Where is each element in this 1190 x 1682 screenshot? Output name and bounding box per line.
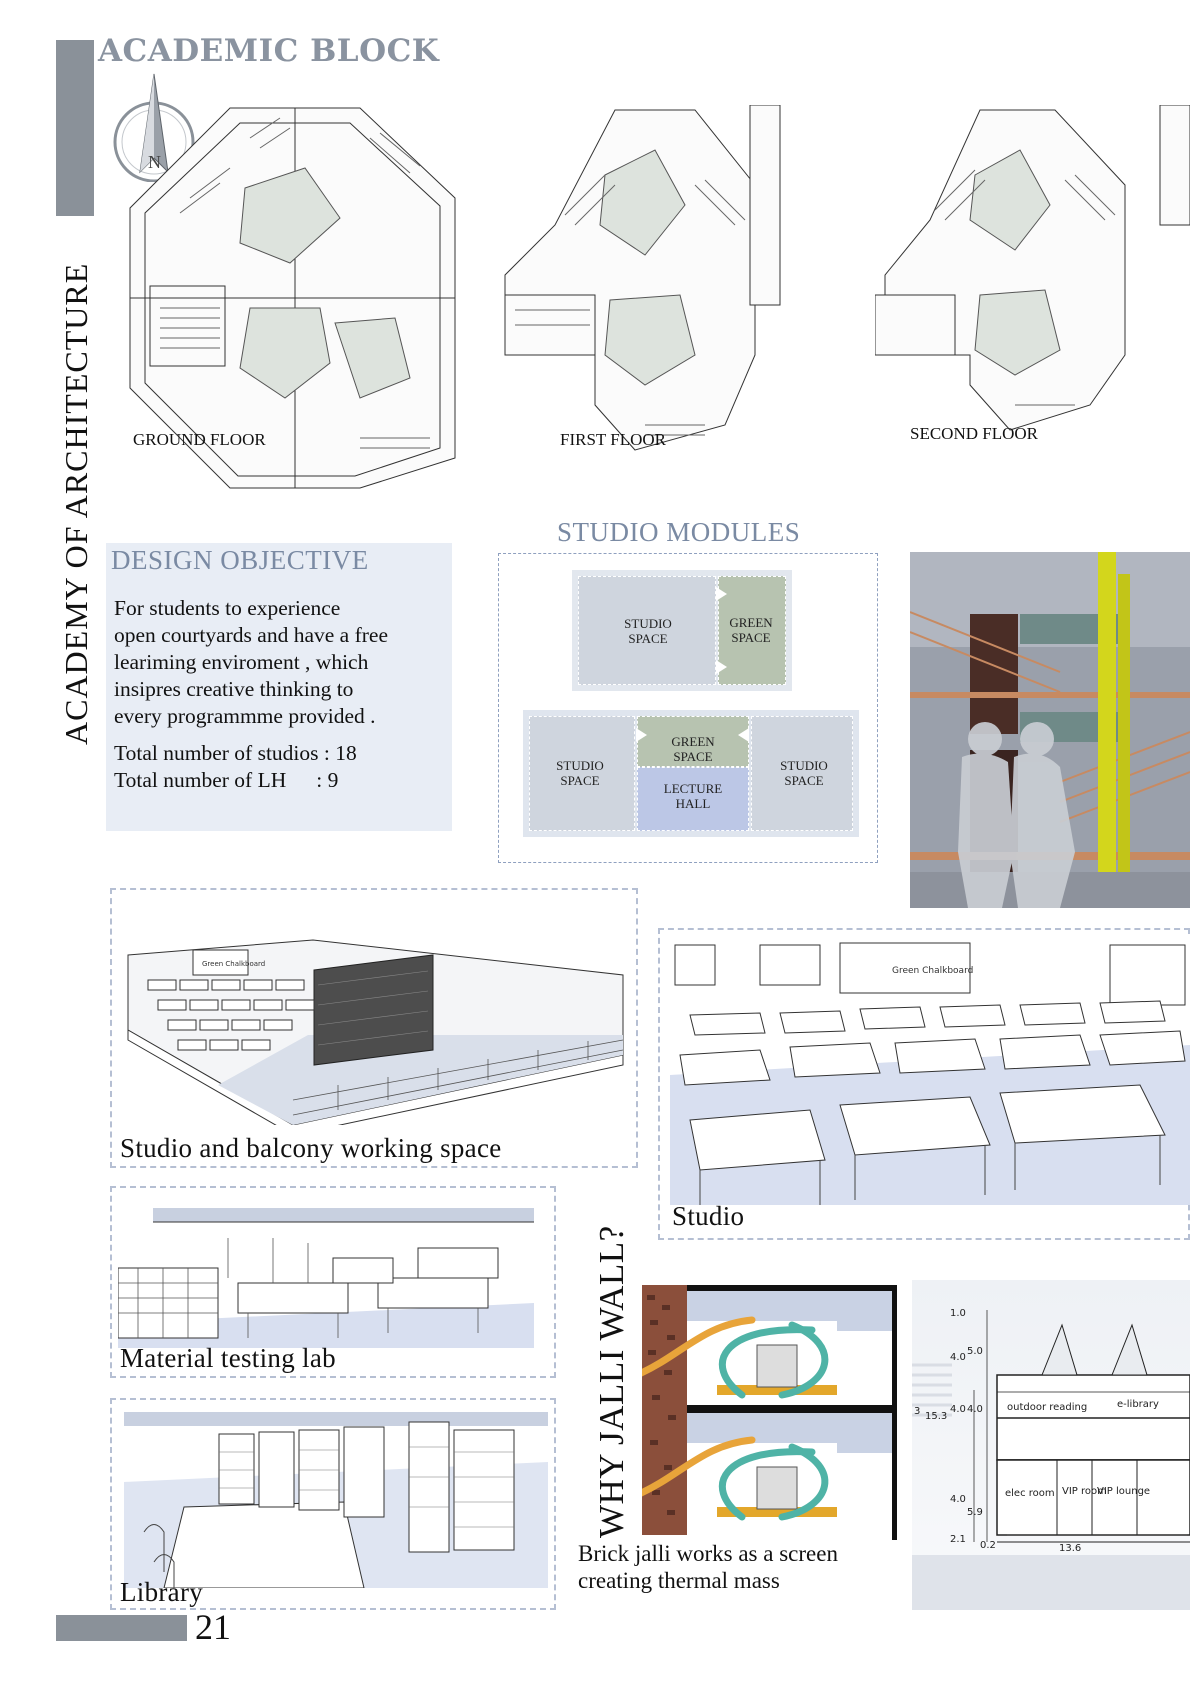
label-line: LECTURE: [663, 781, 723, 796]
objective-line: open courtyards and have a free: [114, 623, 388, 647]
label-line: SPACE: [628, 631, 668, 646]
design-objective-text: [114, 595, 388, 794]
compass-letter: N: [148, 152, 161, 172]
chalkboard-text: Green Chalkboard: [892, 966, 974, 976]
section-room-label: VIP room: [1062, 1486, 1107, 1497]
lab-sketch: [118, 1208, 534, 1348]
library-sketch: [124, 1412, 548, 1588]
ground-floor-label: GROUND FLOOR: [133, 430, 266, 449]
bottom-lecture-label: [640, 781, 746, 811]
lh-count-value: : 9: [316, 768, 339, 792]
header-accent-bar: [56, 40, 94, 216]
page-title: ACADEMIC BLOCK: [98, 33, 440, 69]
atrium-render: [910, 552, 1190, 908]
arrow-icon: [636, 728, 647, 742]
dim-label: 13.6: [1059, 1543, 1082, 1554]
page-number: 21: [195, 1607, 231, 1647]
arrow-icon: [738, 728, 749, 742]
dim-label: 1.0: [950, 1308, 966, 1319]
top-studio-label: [598, 616, 698, 646]
section-room-label: e-library: [1117, 1399, 1159, 1410]
lh-count-label: Total number of LH: [114, 768, 287, 792]
dim-label: 0.2: [980, 1540, 996, 1551]
dim-label: 4.0: [967, 1404, 983, 1415]
dim-label: 5.0: [967, 1346, 983, 1357]
building-section: [912, 1280, 1190, 1610]
label-line: SPACE: [560, 773, 600, 788]
label-line: STUDIO: [780, 758, 828, 773]
label-line: HALL: [675, 796, 711, 811]
label-line: STUDIO: [556, 758, 604, 773]
jalli-caption-line: Brick jalli works as a screen: [578, 1541, 838, 1566]
label-line: SPACE: [673, 749, 713, 764]
chalkboard-text: Green Chalkboard: [202, 960, 266, 968]
bottom-green-label: [640, 734, 746, 764]
lh-count: [114, 767, 388, 794]
arrow-icon: [716, 587, 727, 601]
studio-caption: Studio: [672, 1201, 745, 1231]
studio-modules-heading: STUDIO MODULES: [557, 517, 801, 547]
label-line: STUDIO: [624, 616, 672, 631]
studio-balcony-caption: Studio and balcony working space: [120, 1133, 502, 1163]
label-line: GREEN: [671, 734, 715, 749]
dim-label: 4.0: [950, 1494, 966, 1505]
label-line: SPACE: [731, 630, 771, 645]
design-objective-heading: DESIGN OBJECTIVE: [111, 545, 369, 575]
jalli-section-drawing: [642, 1245, 897, 1545]
label-line: SPACE: [784, 773, 824, 788]
arrow-icon: [716, 660, 727, 674]
second-floor-plan: [875, 105, 1190, 450]
objective-line: insipres creative thinking to: [114, 677, 354, 701]
library-caption: Library: [120, 1577, 204, 1607]
jalli-question: WHY JALLI WALL?: [592, 1225, 631, 1538]
vertical-title: ACADEMY OF ARCHITECTURE: [58, 262, 94, 745]
objective-line: For students to experience: [114, 596, 341, 620]
bottom-studio-left-label: [530, 758, 630, 788]
studio-count: Total number of studios : 18: [114, 741, 357, 765]
objective-line: every programmme provided .: [114, 704, 376, 728]
bottom-studio-right-label: [756, 758, 852, 788]
jalli-caption: [578, 1540, 838, 1594]
first-floor-label: FIRST FLOOR: [560, 430, 666, 449]
section-room-label: VIP lounge: [1097, 1486, 1151, 1497]
lab-caption: Material testing lab: [120, 1343, 336, 1373]
dim-label: 15.3: [925, 1411, 948, 1422]
section-room-label: outdoor reading: [1007, 1402, 1088, 1413]
dim-label: 4.0: [950, 1404, 966, 1415]
section-room-label: elec room: [1005, 1488, 1055, 1499]
dim-label: 2.1: [950, 1534, 966, 1545]
studio-balcony-sketch: [118, 935, 628, 1125]
objective-line: leariming enviroment , which: [114, 650, 369, 674]
dim-label: 3: [914, 1406, 921, 1417]
top-green-label: [718, 615, 784, 645]
dim-label: 5.9: [967, 1507, 983, 1518]
footer-accent-bar: [56, 1615, 187, 1641]
jalli-caption-line: creating thermal mass: [578, 1568, 780, 1593]
dim-label: 4.0: [950, 1352, 966, 1363]
studio-sketch: [670, 935, 1190, 1205]
label-line: GREEN: [729, 615, 773, 630]
second-floor-label: SECOND FLOOR: [910, 424, 1038, 443]
